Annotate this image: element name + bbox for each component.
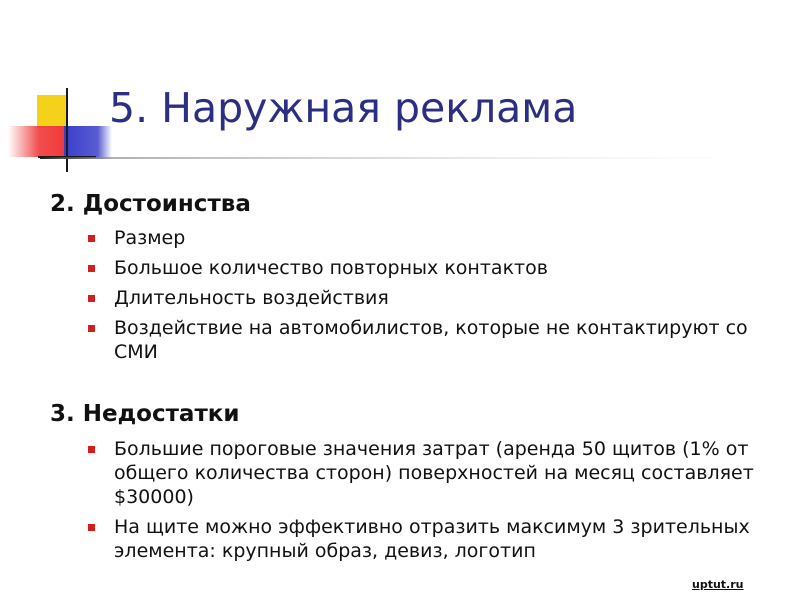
list-item (88, 437, 778, 509)
list-item-text: Размер (114, 227, 186, 249)
list-item (88, 515, 778, 563)
list-item-text: Воздействие на автомобилистов, которые не контактируют со СМИ (114, 317, 748, 363)
bullet-square-icon (88, 295, 95, 302)
list-item (88, 286, 778, 310)
list-item (88, 316, 778, 364)
advantages-list (88, 226, 778, 370)
list-item-text: Длительность воздействия (114, 287, 389, 309)
section-heading-disadvantages: 3. Недостатки (50, 401, 240, 427)
list-item (88, 256, 778, 280)
bullet-square-icon (88, 446, 95, 453)
list-item-text: Большие пороговые значения затрат (аренда 50 щитов (1% от общего количества сторон) поверхностей на месяц составляет $30000) (114, 438, 754, 508)
section-heading-advantages: 2. Достоинства (50, 191, 251, 217)
list-item (88, 226, 778, 250)
yellow-square (37, 95, 68, 128)
bullet-square-icon (88, 265, 95, 272)
blue-square (64, 126, 112, 159)
list-item-text: Большое количество повторных контактов (114, 257, 548, 279)
bullet-square-icon (88, 325, 95, 332)
list-item-text: На щите можно эффективно отразить максимум 3 зрительных элемента: крупный образ, девиз, логотип (114, 516, 750, 562)
title-divider-line (40, 157, 740, 159)
watermark-link[interactable]: uptut.ru (692, 578, 744, 591)
red-square (8, 126, 64, 157)
bullet-square-icon (88, 235, 95, 242)
slide-title: 5. Наружная реклама (109, 84, 578, 132)
bullet-square-icon (88, 524, 95, 531)
disadvantages-list (88, 437, 778, 569)
